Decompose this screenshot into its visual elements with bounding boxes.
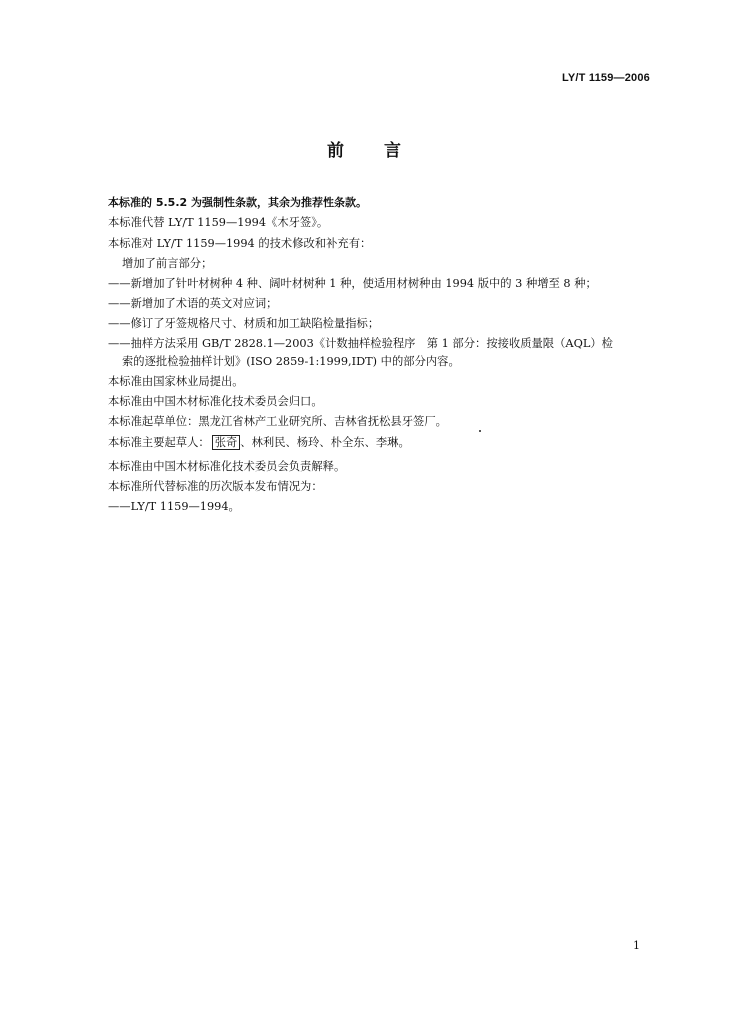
- change-item-5: ——抽样方法采用 GB/T 2828.1—2003《计数抽样检验程序 第 1 部分：按接收质量限（AQL）检: [108, 337, 613, 350]
- page-number: 1: [633, 939, 640, 952]
- interpretation-line: 本标准由中国木材标准化技术委员会负责解释。: [108, 460, 346, 473]
- page-title: [327, 136, 401, 161]
- change-item-2: ——新增加了针叶材树种 4 种、阔叶材树种 1 种，使适用材树种由 1994 版中的 3 种增至 8 种；: [108, 277, 597, 290]
- replaces-line: 本标准代替 LY/T 1159—1994《木牙签》。: [108, 216, 329, 229]
- drafters-suffix: 、林利民、杨玲、朴全东、李琳。: [240, 436, 410, 449]
- history-item: ——LY/T 1159—1994。: [108, 500, 240, 513]
- title-part-1: 前: [327, 141, 344, 161]
- drafting-units-line: 本标准起草单位：黑龙江省林产工业研究所、吉林省抚松县牙签厂。: [108, 415, 447, 428]
- standard-code: LY/T 1159—2006: [561, 72, 650, 84]
- title-part-2: 言: [384, 141, 401, 161]
- change-item-3: ——新增加了术语的英文对应词；: [108, 297, 278, 310]
- drafters-prefix: 本标准主要起草人：: [108, 436, 210, 449]
- drafters-line: [108, 436, 410, 450]
- change-item-5-continued: 索的逐批检验抽样计划》(ISO 2859-1:1999,IDT) 中的部分内容。: [122, 355, 460, 368]
- scan-speck: [479, 430, 481, 432]
- proposer-line: 本标准由国家林业局提出。: [108, 375, 244, 388]
- history-intro-line: 本标准所代替标准的历次版本发布情况为：: [108, 480, 323, 493]
- change-item-1: 增加了前言部分；: [122, 257, 213, 270]
- drafter-boxed-name: 张奇: [212, 435, 241, 450]
- centralized-line: 本标准由中国木材标准化技术委员会归口。: [108, 395, 323, 408]
- mandatory-clause-line: 本标准的 5.5.2 为强制性条款，其余为推荐性条款。: [108, 196, 367, 209]
- change-item-4: ——修订了牙签规格尺寸、材质和加工缺陷检量指标；: [108, 317, 380, 330]
- changes-intro-line: 本标准对 LY/T 1159—1994 的技术修改和补充有：: [108, 237, 372, 250]
